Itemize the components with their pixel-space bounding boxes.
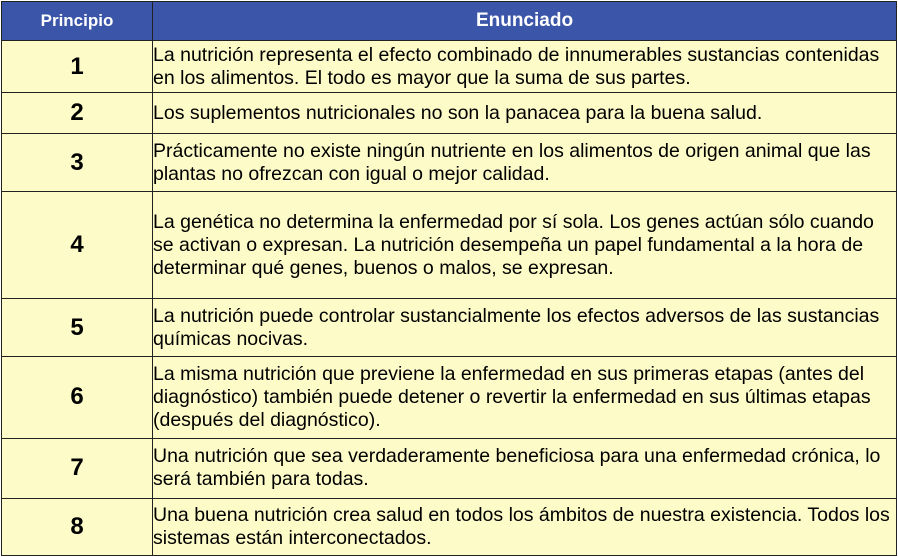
principle-statement: La nutrición puede controlar sustancialmente los efectos adversos de las sustancias químicas nocivas.: [153, 299, 897, 356]
header-principio: Principio: [2, 2, 153, 41]
principle-number: 5: [2, 299, 153, 356]
principle-number: 3: [2, 134, 153, 192]
table-row: [2, 356, 897, 438]
table-row: [2, 134, 897, 192]
principle-statement: Una nutrición que sea verdaderamente beneficiosa para una enfermedad crónica, lo será también para todas.: [153, 438, 897, 498]
principle-number: 8: [2, 498, 153, 555]
table-row: [2, 93, 897, 134]
principle-number: 2: [2, 93, 153, 134]
principle-statement: La misma nutrición que previene la enfermedad en sus primeras etapas (antes del diagnóstico) también puede detener o revertir la enfermedad en sus últimas etapas (después del diagnóstico).: [153, 356, 897, 438]
table-row: [2, 498, 897, 555]
header-enunciado: Enunciado: [153, 2, 897, 41]
principle-number: 7: [2, 438, 153, 498]
table-row: [2, 41, 897, 93]
principle-number: 6: [2, 356, 153, 438]
table-row: [2, 438, 897, 498]
header-row: [2, 2, 897, 41]
principle-statement: La genética no determina la enfermedad por sí sola. Los genes actúan sólo cuando se activan o expresan. La nutrición desempeña un papel fundamental a la hora de determinar qué genes, buenos o malos, se expresan.: [153, 192, 897, 299]
principle-number: 1: [2, 41, 153, 93]
principle-statement: Una buena nutrición crea salud en todos los ámbitos de nuestra existencia. Todos los sistemas están interconectados.: [153, 498, 897, 555]
principle-number: 4: [2, 192, 153, 299]
principle-statement: La nutrición representa el efecto combinado de innumerables sustancias contenidas en los alimentos. El todo es mayor que la suma de sus partes.: [153, 41, 897, 93]
principle-statement: Los suplementos nutricionales no son la panacea para la buena salud.: [153, 93, 897, 134]
principles-table: [1, 1, 897, 556]
principle-statement: Prácticamente no existe ningún nutriente en los alimentos de origen animal que las plantas no ofrezcan con igual o mejor calidad.: [153, 134, 897, 192]
table-row: [2, 299, 897, 356]
table-row: [2, 192, 897, 299]
